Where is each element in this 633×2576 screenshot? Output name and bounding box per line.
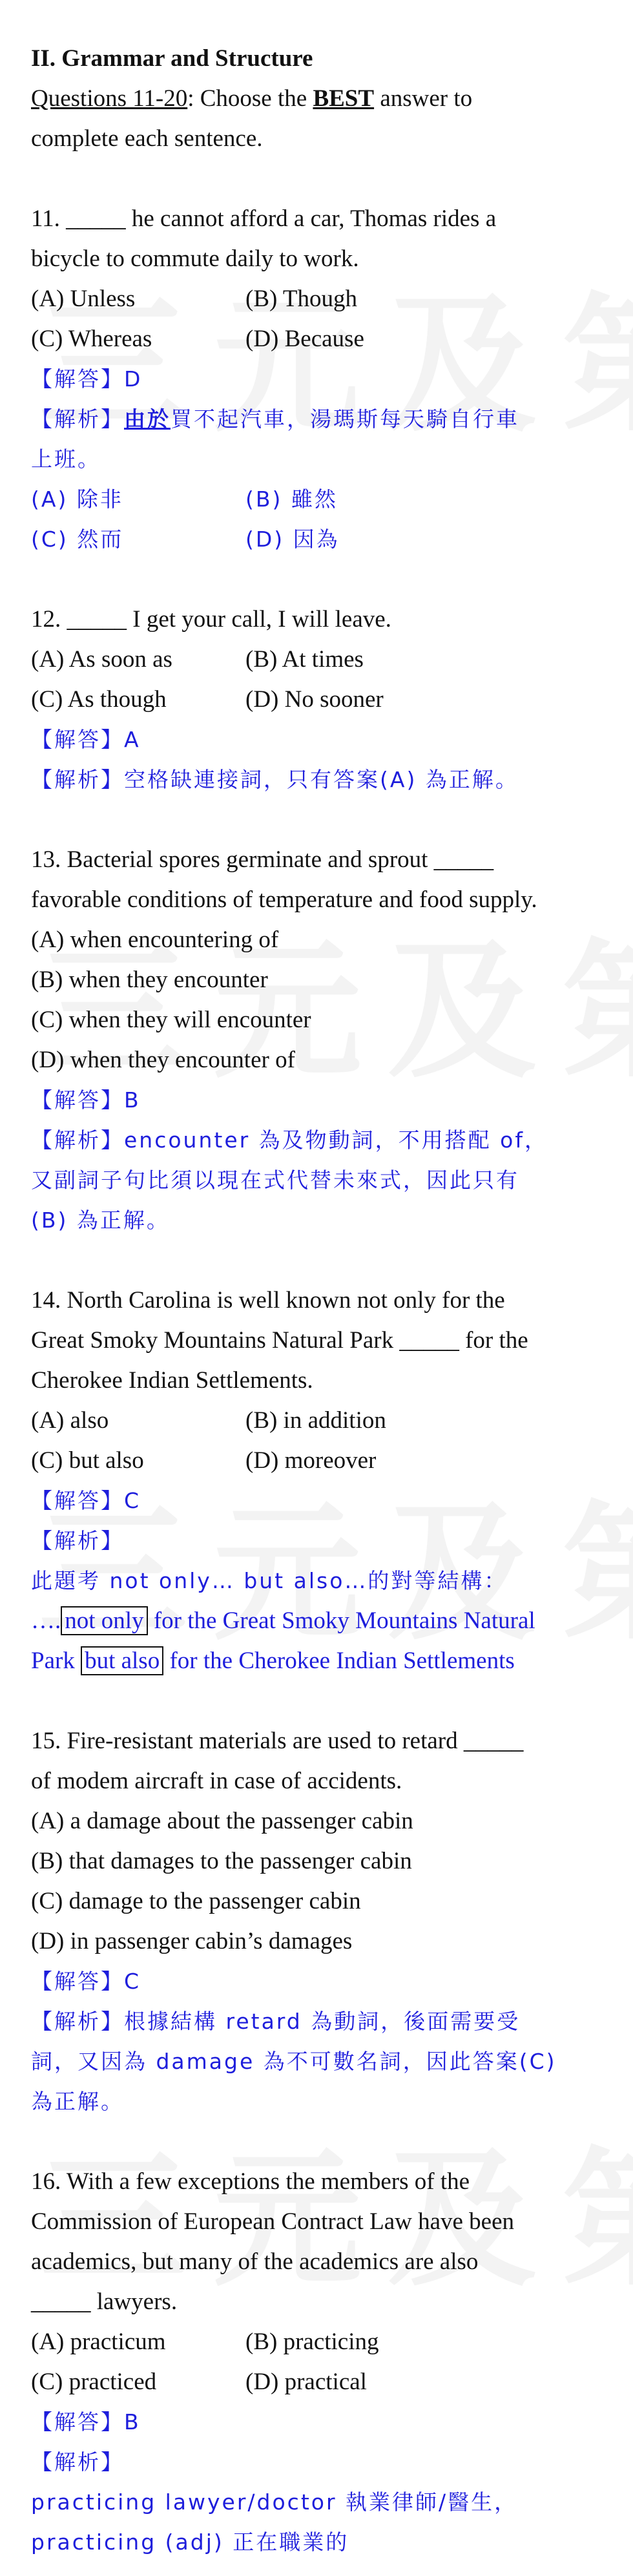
answer: 【解答】A xyxy=(31,727,141,752)
option-c: (C) Whereas xyxy=(31,326,152,352)
explanation-line3: 為正解。 xyxy=(31,2089,124,2114)
question-13-stem: favorable conditions of temperature and food supply. xyxy=(31,886,537,913)
option-d: (D) practical xyxy=(245,2369,367,2395)
explanation-line2: 又副詞子句比須以現在式代替未來式，因此只有 xyxy=(31,1168,519,1193)
option-a: (A) As soon as xyxy=(31,646,172,673)
explanation-line3: (B) 為正解。 xyxy=(31,1208,170,1233)
translation-row: (A) 除非 (B) 雖然 xyxy=(31,487,338,512)
explanation-line2: 詞，又因為 damage 為不可數名詞，因此答案(C) xyxy=(31,2049,557,2074)
option-row xyxy=(31,1441,612,1481)
option-b: (B) in addition xyxy=(245,1407,386,1434)
question-11-stem: 11. _____ he cannot afford a car, Thomas rides a xyxy=(31,205,497,232)
option-c: (C) damage to the passenger cabin xyxy=(31,1888,361,1914)
option-a: (A) a damage about the passenger cabin xyxy=(31,1808,413,1834)
explanation: 【解析】根據結構 retard 為動詞，後面需要受 xyxy=(31,2009,521,2034)
option-b: (B) practicing xyxy=(245,2329,379,2355)
question-16-stem: academics, but many of the academics are also xyxy=(31,2248,479,2275)
explanation-example: Park but also for the Cherokee Indian Settlements xyxy=(31,1648,515,1674)
question-16-stem: 16. With a few exceptions the members of the xyxy=(31,2168,470,2195)
option-b: (B) that damages to the passenger cabin xyxy=(31,1848,412,1874)
option-b: (B) At times xyxy=(245,646,364,673)
answer: 【解答】D xyxy=(31,366,143,392)
question-14-stem: 14. North Carolina is well known not only for the xyxy=(31,1287,505,1314)
answer: 【解答】B xyxy=(31,2409,141,2435)
option-row xyxy=(31,279,612,319)
option-d: (D) moreover xyxy=(245,1447,377,1474)
content xyxy=(31,39,612,2562)
option-a: (A) also xyxy=(31,1407,109,1434)
section-title: II. Grammar and Structure xyxy=(31,45,313,72)
answer: 【解答】C xyxy=(31,1969,141,1994)
option-a: (A) practicum xyxy=(31,2329,166,2355)
option-d: (D) Because xyxy=(245,326,364,352)
answer: 【解答】B xyxy=(31,1087,141,1113)
question-16-stem: _____ lawyers. xyxy=(31,2288,178,2315)
option-b: (B) Though xyxy=(245,286,358,312)
instructions-line2: complete each sentence. xyxy=(31,125,263,152)
option-row xyxy=(31,319,612,359)
question-range: Questions 11-20 xyxy=(31,85,188,112)
instructions: Questions 11-20: Choose the BEST answer to xyxy=(31,85,473,112)
explanation-line2: 上班。 xyxy=(31,446,101,472)
option-c: (C) when they will encounter xyxy=(31,1007,311,1033)
explanation: 此題考 not only… but also…的對等結構： xyxy=(31,1568,508,1593)
best-keyword: BEST xyxy=(313,85,375,112)
keyword: 由於 xyxy=(124,406,171,432)
highlight-box: but also xyxy=(81,1646,163,1675)
explanation-heading: 【解析】 xyxy=(31,1528,124,1553)
question-16-stem: Commission of European Contract Law have been xyxy=(31,2208,515,2235)
question-13-stem: 13. Bacterial spores germinate and sprout _____ xyxy=(31,846,494,873)
answer: 【解答】C xyxy=(31,1488,141,1513)
option-row xyxy=(31,2362,612,2402)
option-row xyxy=(31,1401,612,1441)
translation-row: (C) 然而 (D) 因為 xyxy=(31,527,340,552)
explanation-example: …. not only for the Great Smoky Mountains Natural xyxy=(31,1607,535,1634)
option-row xyxy=(31,640,612,680)
question-15-stem: 15. Fire-resistant materials are used to retard _____ xyxy=(31,1728,524,1754)
option-d: (D) No sooner xyxy=(245,686,384,713)
option-d: (D) in passenger cabin’s damages xyxy=(31,1928,353,1954)
option-a: (A) when encountering of xyxy=(31,927,279,953)
option-c: (C) practiced xyxy=(31,2369,157,2395)
option-a: (A) Unless xyxy=(31,286,136,312)
explanation-line2: practicing (adj) 正在職業的 xyxy=(31,2529,349,2555)
explanation: 【解析】空格缺連接詞，只有答案(A) 為正解。 xyxy=(31,767,519,792)
question-14-stem: Great Smoky Mountains Natural Park _____ for the xyxy=(31,1327,528,1354)
option-row xyxy=(31,2322,612,2362)
question-11-stem: bicycle to commute daily to work. xyxy=(31,246,359,272)
option-c: (C) but also xyxy=(31,1447,144,1474)
question-12-stem: 12. _____ I get your call, I will leave. xyxy=(31,606,391,633)
explanation: practicing lawyer/doctor 執業律師/醫生， xyxy=(31,2489,518,2515)
question-15-stem: of modem aircraft in case of accidents. xyxy=(31,1768,402,1794)
explanation: 【解析】encounter 為及物動詞，不用搭配 of， xyxy=(31,1127,548,1153)
question-14-stem: Cherokee Indian Settlements. xyxy=(31,1367,313,1394)
explanation: 【解析】由於買不起汽車，湯瑪斯每天騎自行車 xyxy=(31,406,519,432)
highlight-box: not only xyxy=(61,1606,147,1635)
option-c: (C) As though xyxy=(31,686,167,713)
explanation-heading: 【解析】 xyxy=(31,2449,124,2475)
option-row xyxy=(31,680,612,720)
option-b: (B) when they encounter xyxy=(31,967,268,993)
option-d: (D) when they encounter of xyxy=(31,1047,295,1073)
